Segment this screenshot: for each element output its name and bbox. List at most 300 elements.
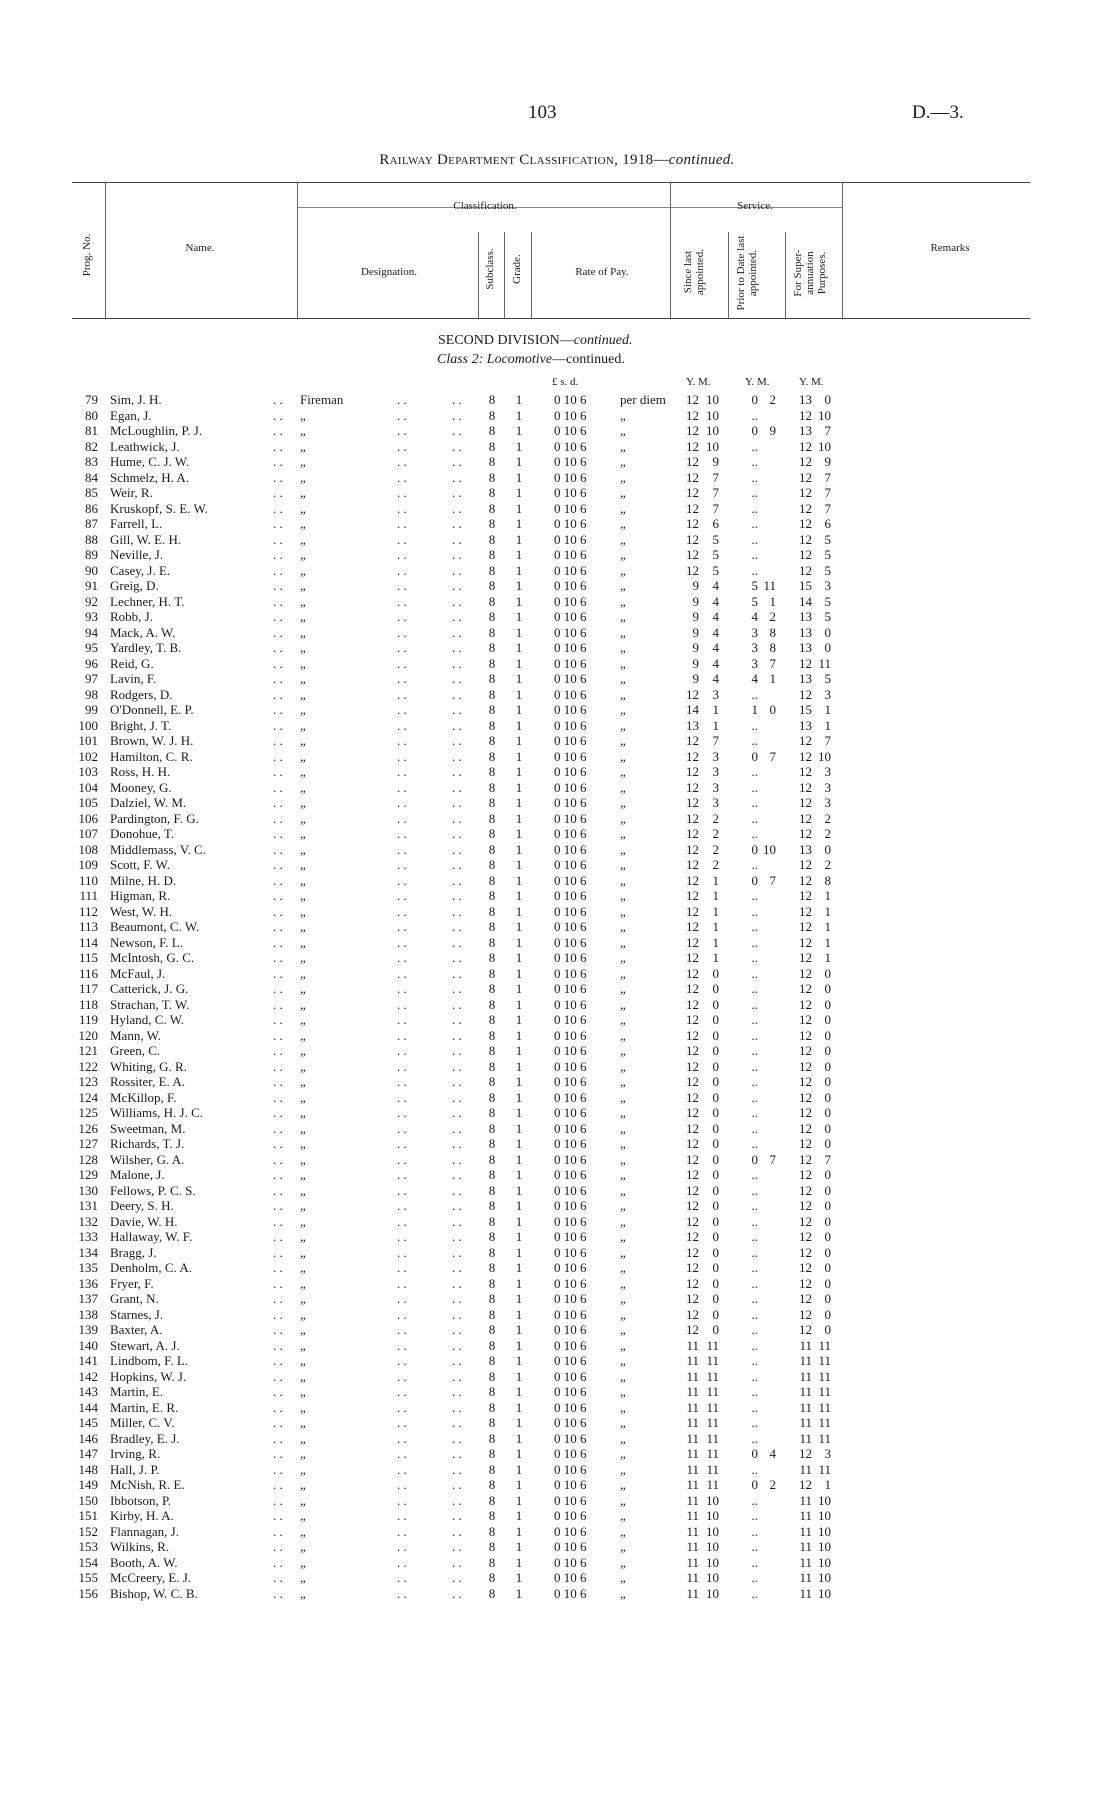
rate-of-pay: 0 10 6 (554, 748, 587, 764)
prog-no: 146 (78, 1430, 98, 1446)
since-years: 12 (686, 1012, 699, 1027)
since-months: 0 (712, 1167, 719, 1182)
grade: 1 (515, 640, 523, 655)
designation: „ (300, 454, 306, 469)
designation: „ (300, 578, 306, 593)
header-name: Name. (185, 242, 215, 254)
table-row (0, 532, 1114, 548)
rate-period: „ (620, 733, 626, 748)
rate-period: „ (620, 485, 626, 500)
employee-name: Fryer, F. (110, 1275, 154, 1291)
leader-dots: . . (397, 469, 407, 485)
super-years: 13 (799, 423, 812, 438)
page-number: 103 (528, 102, 557, 123)
subclass: 8 (488, 779, 496, 795)
since-months: 0 (712, 1260, 719, 1275)
prog-no: 154 (78, 1554, 98, 1570)
since-units: Y. M. (686, 376, 711, 388)
leader-dots: . . (273, 407, 283, 423)
designation: „ (300, 1105, 306, 1120)
grade: 1 (515, 965, 523, 981)
designation: „ (300, 1120, 306, 1136)
since-years: 11 (686, 1337, 699, 1353)
prog-no: 111 (79, 888, 98, 903)
rate-period: „ (620, 1492, 626, 1508)
table-row (0, 547, 1114, 563)
prog-no: 116 (78, 965, 98, 981)
prog-no: 156 (78, 1585, 98, 1601)
leader-dots: . . (452, 562, 462, 578)
grade: 1 (515, 1120, 523, 1136)
since-years: 12 (686, 841, 699, 857)
prior-years: .. (751, 810, 758, 826)
leader-dots: . . (452, 1074, 462, 1089)
header-remarks: Remarks (930, 242, 970, 254)
rate-of-pay: 0 10 6 (554, 1446, 587, 1461)
employee-name: Hume, C. J. W. (110, 454, 190, 469)
subclass: 8 (488, 1523, 496, 1539)
super-months: 5 (824, 609, 831, 624)
prior-years: .. (751, 733, 758, 748)
rate-period: „ (620, 872, 626, 888)
rate-period: „ (620, 469, 626, 485)
since-years: 12 (686, 1182, 699, 1198)
prior-years: .. (751, 1399, 758, 1415)
leader-dots: . . (452, 950, 462, 965)
super-months: 11 (818, 1461, 831, 1477)
designation: „ (300, 1368, 306, 1384)
subclass: 8 (488, 1058, 496, 1074)
since-months: 10 (706, 407, 719, 423)
employee-name: Davie, W. H. (110, 1213, 178, 1229)
since-years: 11 (686, 1508, 699, 1523)
grade: 1 (515, 981, 523, 996)
rate-of-pay: 0 10 6 (554, 1260, 587, 1275)
leader-dots: . . (273, 779, 283, 795)
table-row (0, 609, 1114, 625)
since-years: 11 (686, 1399, 699, 1415)
prog-no: 149 (78, 1477, 98, 1492)
page-title (0, 152, 1114, 169)
rate-period: „ (620, 593, 626, 609)
designation: „ (300, 531, 306, 547)
subclass: 8 (488, 764, 496, 779)
subclass: 8 (488, 640, 496, 655)
since-months: 11 (706, 1446, 719, 1461)
prog-no: 110 (78, 872, 98, 888)
prog-no: 155 (78, 1570, 98, 1585)
leader-dots: . . (273, 1260, 283, 1275)
col-divider (297, 182, 298, 318)
rate-of-pay: 0 10 6 (554, 950, 587, 965)
leader-dots: . . (273, 671, 283, 686)
leader-dots: . . (273, 872, 283, 888)
super-months: 7 (824, 1151, 831, 1167)
super-months: 6 (824, 516, 831, 531)
employee-name: Newson, F. L. (110, 934, 183, 950)
table-row (0, 1245, 1114, 1261)
leader-dots: . . (452, 996, 462, 1012)
rate-period: „ (620, 1275, 626, 1291)
rate-of-pay: 0 10 6 (554, 624, 587, 640)
rate-period: „ (620, 1074, 626, 1089)
prior-years: .. (751, 531, 758, 547)
prog-no: 117 (78, 981, 98, 996)
table-row (0, 1152, 1114, 1168)
employee-name: O'Donnell, E. P. (110, 702, 194, 717)
leader-dots: . . (397, 841, 407, 857)
leader-dots: . . (273, 764, 283, 779)
prior-years: .. (751, 1461, 758, 1477)
prog-no: 129 (78, 1167, 98, 1182)
super-months: 0 (824, 624, 831, 640)
since-years: 11 (686, 1585, 699, 1601)
subclass: 8 (488, 733, 496, 748)
since-months: 11 (706, 1368, 719, 1384)
leader-dots: . . (397, 640, 407, 655)
leader-dots: . . (452, 857, 462, 872)
super-years: 12 (799, 965, 812, 981)
subclass: 8 (488, 1027, 496, 1043)
prior-years: 5 (751, 593, 758, 609)
super-months: 7 (824, 423, 831, 438)
grade: 1 (515, 407, 523, 423)
prior-years: .. (751, 1508, 758, 1523)
prog-no: 144 (78, 1399, 98, 1415)
super-months: 10 (818, 438, 831, 454)
designation: „ (300, 795, 306, 810)
designation: „ (300, 1213, 306, 1229)
leader-dots: . . (397, 1089, 407, 1105)
rate-period: „ (620, 1585, 626, 1601)
employee-name: Hamilton, C. R. (110, 748, 193, 764)
designation: „ (300, 872, 306, 888)
table-row (0, 1524, 1114, 1540)
prog-no: 125 (78, 1105, 98, 1120)
subclass: 8 (488, 1167, 496, 1182)
employee-name: Starnes, J. (110, 1306, 164, 1322)
prog-no: 124 (78, 1089, 98, 1105)
subclass: 8 (488, 438, 496, 454)
subclass: 8 (488, 1213, 496, 1229)
since-years: 12 (686, 1306, 699, 1322)
rate-of-pay: 0 10 6 (554, 1322, 587, 1337)
leader-dots: . . (273, 1384, 283, 1399)
prior-years: .. (751, 1182, 758, 1198)
leader-dots: . . (273, 609, 283, 624)
since-years: 12 (686, 547, 699, 562)
subclass: 8 (488, 919, 496, 934)
header-subclass: Subclass. (484, 248, 496, 290)
grade: 1 (515, 1461, 523, 1477)
since-years: 12 (686, 748, 699, 764)
leader-dots: . . (273, 1151, 283, 1167)
designation: „ (300, 1337, 306, 1353)
rate-period: „ (620, 1151, 626, 1167)
prior-months: 2 (769, 392, 776, 407)
designation: „ (300, 1322, 306, 1337)
since-years: 11 (686, 1430, 699, 1446)
subclass: 8 (488, 810, 496, 826)
prog-no: 86 (85, 500, 98, 516)
since-months: 3 (712, 764, 719, 779)
leader-dots: . . (273, 438, 283, 454)
rate-period: „ (620, 1136, 626, 1151)
prior-years: 3 (751, 624, 758, 640)
subclass: 8 (488, 562, 496, 578)
grade: 1 (515, 1477, 523, 1492)
subclass: 8 (488, 469, 496, 485)
designation: „ (300, 1089, 306, 1105)
super-years: 12 (799, 733, 812, 748)
leader-dots: . . (397, 531, 407, 547)
prior-years: 0 (751, 1446, 758, 1461)
prior-years: .. (751, 1244, 758, 1260)
rate-period: „ (620, 1337, 626, 1353)
designation: „ (300, 1430, 306, 1446)
leader-dots: . . (273, 1523, 283, 1539)
table-row (0, 470, 1114, 486)
subclass: 8 (488, 1337, 496, 1353)
since-months: 0 (712, 1291, 719, 1306)
prog-no: 138 (78, 1306, 98, 1322)
prior-units: Y. M. (745, 376, 770, 388)
grade: 1 (515, 1229, 523, 1244)
leader-dots: . . (273, 934, 283, 950)
leader-dots: . . (273, 965, 283, 981)
since-years: 12 (686, 1074, 699, 1089)
super-months: 5 (824, 531, 831, 547)
prog-no: 135 (78, 1260, 98, 1275)
super-years: 12 (799, 950, 812, 965)
leader-dots: . . (273, 1415, 283, 1430)
super-months: 0 (824, 1074, 831, 1089)
header-rate-of-pay: Rate of Pay. (575, 266, 629, 278)
rate-period: „ (620, 1182, 626, 1198)
prog-no: 134 (78, 1244, 98, 1260)
since-years: 12 (686, 934, 699, 950)
leader-dots: . . (397, 1585, 407, 1601)
super-years: 12 (799, 888, 812, 903)
table-row (0, 485, 1114, 501)
since-months: 11 (706, 1477, 719, 1492)
table-row (0, 1462, 1114, 1478)
rate-of-pay: 0 10 6 (554, 981, 587, 996)
employee-name: Hyland, C. W. (110, 1012, 185, 1027)
since-months: 0 (712, 1136, 719, 1151)
leader-dots: . . (397, 1322, 407, 1337)
table-row (0, 764, 1114, 780)
prog-no: 90 (85, 562, 98, 578)
designation: „ (300, 1043, 306, 1058)
since-years: 11 (686, 1492, 699, 1508)
document-reference: D.—3. (912, 102, 964, 123)
subclass: 8 (488, 1151, 496, 1167)
super-years: 12 (799, 438, 812, 454)
since-years: 12 (686, 1244, 699, 1260)
since-months: 3 (712, 686, 719, 702)
since-months: 3 (712, 779, 719, 795)
super-years: 11 (799, 1585, 812, 1601)
rate-of-pay: 0 10 6 (554, 1415, 587, 1430)
leader-dots: . . (273, 919, 283, 934)
leader-dots: . . (397, 485, 407, 500)
col-divider (478, 232, 479, 318)
prior-years: .. (751, 1027, 758, 1043)
rate-period: „ (620, 671, 626, 686)
super-years: 12 (799, 1058, 812, 1074)
rate-period: „ (620, 531, 626, 547)
super-years: 12 (799, 1446, 812, 1461)
employee-name: Higman, R. (110, 888, 171, 903)
super-years: 15 (799, 578, 812, 593)
leader-dots: . . (452, 547, 462, 562)
header-top-rule (72, 182, 1030, 183)
super-months: 0 (824, 1260, 831, 1275)
grade: 1 (515, 1213, 523, 1229)
prior-years: .. (751, 1136, 758, 1151)
since-years: 9 (692, 671, 699, 686)
designation: „ (300, 609, 306, 624)
header-prog-no: Prog. No. (81, 233, 93, 277)
designation: „ (300, 1182, 306, 1198)
since-months: 10 (706, 1570, 719, 1585)
designation: „ (300, 1508, 306, 1523)
leader-dots: . . (273, 1043, 283, 1058)
leader-dots: . . (273, 1446, 283, 1461)
table-row (0, 826, 1114, 842)
leader-dots: . . (452, 702, 462, 717)
rate-of-pay: 0 10 6 (554, 764, 587, 779)
prog-no: 91 (85, 578, 98, 593)
table-row (0, 1338, 1114, 1354)
prog-no: 95 (85, 640, 98, 655)
rate-of-pay: 0 10 6 (554, 1105, 587, 1120)
rate-period: „ (620, 1446, 626, 1461)
subclass: 8 (488, 1260, 496, 1275)
leader-dots: . . (397, 1074, 407, 1089)
rate-period: „ (620, 454, 626, 469)
employee-name: Ross, H. H. (110, 764, 171, 779)
grade: 1 (515, 562, 523, 578)
super-years: 11 (799, 1508, 812, 1523)
grade: 1 (515, 624, 523, 640)
prog-no: 128 (78, 1151, 98, 1167)
subclass: 8 (488, 1043, 496, 1058)
prog-no: 85 (85, 485, 98, 500)
designation: „ (300, 1353, 306, 1368)
employee-name: Strachan, T. W. (110, 996, 190, 1012)
leader-dots: . . (452, 841, 462, 857)
super-months: 11 (818, 1353, 831, 1368)
leader-dots: . . (452, 1353, 462, 1368)
designation: Fireman (300, 392, 344, 407)
leader-dots: . . (397, 1492, 407, 1508)
since-years: 11 (686, 1477, 699, 1492)
prog-no: 98 (85, 686, 98, 702)
grade: 1 (515, 934, 523, 950)
super-years: 11 (799, 1415, 812, 1430)
since-years: 12 (686, 1275, 699, 1291)
since-months: 4 (712, 624, 719, 640)
employee-name: Hall, J. P. (110, 1461, 160, 1477)
leader-dots: . . (397, 1446, 407, 1461)
table-row (0, 1307, 1114, 1323)
prior-years: .. (751, 1539, 758, 1554)
employee-name: Hopkins, W. J. (110, 1368, 187, 1384)
super-years: 12 (799, 1182, 812, 1198)
employee-name: Middlemass, V. C. (110, 841, 206, 857)
class-name: Locomotive (486, 352, 553, 367)
leader-dots: . . (452, 1198, 462, 1213)
designation: „ (300, 1477, 306, 1492)
subclass: 8 (488, 1368, 496, 1384)
leader-dots: . . (273, 888, 283, 903)
total-units: Y. M. (799, 376, 824, 388)
employee-name: Rossiter, E. A. (110, 1074, 185, 1089)
prog-no: 106 (78, 810, 98, 826)
grade: 1 (515, 1384, 523, 1399)
since-years: 11 (686, 1446, 699, 1461)
since-months: 0 (712, 1027, 719, 1043)
leader-dots: . . (397, 1461, 407, 1477)
table-row (0, 594, 1114, 610)
super-months: 3 (824, 779, 831, 795)
table-row (0, 795, 1114, 811)
prior-years: .. (751, 1229, 758, 1244)
leader-dots: . . (452, 872, 462, 888)
rate-of-pay: 0 10 6 (554, 1213, 587, 1229)
table-row (0, 919, 1114, 935)
leader-dots: . . (273, 392, 283, 407)
leader-dots: . . (273, 1554, 283, 1570)
since-months: 10 (706, 1508, 719, 1523)
subclass: 8 (488, 1120, 496, 1136)
super-months: 10 (818, 407, 831, 423)
since-years: 12 (686, 516, 699, 531)
table-row (0, 981, 1114, 997)
super-years: 11 (799, 1539, 812, 1554)
subclass: 8 (488, 1306, 496, 1322)
prog-no: 96 (85, 655, 98, 671)
rate-of-pay: 0 10 6 (554, 423, 587, 438)
super-months: 0 (824, 1275, 831, 1291)
grade: 1 (515, 1027, 523, 1043)
rate-of-pay: 0 10 6 (554, 1492, 587, 1508)
since-years: 12 (686, 1105, 699, 1120)
since-months: 9 (712, 454, 719, 469)
employee-name: Reid, G. (110, 655, 154, 671)
since-months: 4 (712, 578, 719, 593)
table-row (0, 733, 1114, 749)
prior-years: .. (751, 981, 758, 996)
leader-dots: . . (452, 1027, 462, 1043)
grade: 1 (515, 1353, 523, 1368)
rate-period: „ (620, 655, 626, 671)
title-suffix: continued. (668, 152, 735, 168)
leader-dots: . . (452, 1461, 462, 1477)
rate-of-pay: 0 10 6 (554, 996, 587, 1012)
rate-period: „ (620, 1198, 626, 1213)
leader-dots: . . (452, 1585, 462, 1601)
leader-dots: . . (452, 454, 462, 469)
leader-dots: . . (397, 1523, 407, 1539)
since-months: 0 (712, 1043, 719, 1058)
super-months: 0 (824, 1306, 831, 1322)
grade: 1 (515, 810, 523, 826)
leader-dots: . . (397, 1570, 407, 1585)
rate-period: „ (620, 934, 626, 950)
